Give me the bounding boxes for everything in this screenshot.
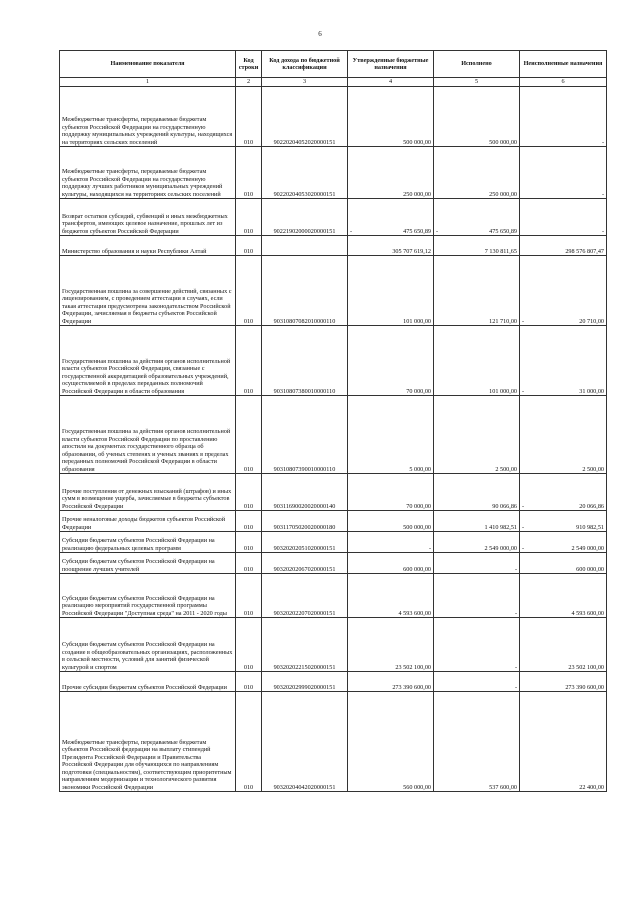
column-number: 4 [348, 78, 434, 87]
line-code: 010 [236, 574, 262, 618]
table-row [60, 256, 607, 326]
unexecuted-amount [520, 147, 607, 199]
unexecuted-amount-value: 20 066,86 [579, 502, 604, 510]
executed-amount [434, 256, 520, 326]
unexecuted-amount [520, 199, 607, 236]
unexecuted-amount [520, 236, 607, 256]
approved-amount-value: 70 000,00 [406, 502, 431, 510]
income-code [262, 236, 348, 256]
executed-amount-value: 2 500,00 [495, 465, 517, 473]
executed-amount [434, 87, 520, 147]
table-row [60, 236, 607, 256]
indicator-name: Государственная пошлина за действия органов исполнительной власти субъектов Российской Федерации, связанные с государственной аккредитацией образовательных учреждений, осуществляемой в пределах переданных полномочий Российской Федерации в области образования [60, 326, 236, 396]
table-body [60, 87, 607, 792]
executed-amount-value: 90 066,86 [492, 502, 517, 510]
unexecuted-amount [520, 692, 607, 792]
executed-amount [434, 672, 520, 692]
approved-amount-value: 500 000,00 [403, 523, 431, 531]
approved-amount-value: 23 502 100,00 [395, 663, 431, 671]
header-unexecuted: Неисполненные назначения [520, 51, 607, 78]
income-code: 90320202051020000151 [262, 532, 348, 553]
income-code: 90310807380010000110 [262, 326, 348, 396]
header-code: Код строки [236, 51, 262, 78]
approved-amount-value: 600 000,00 [403, 565, 431, 573]
approved-amount [348, 553, 434, 574]
indicator-name: Министерство образования и науки Республики Алтай [60, 236, 236, 256]
unexecuted-amount [520, 574, 607, 618]
line-code: 010 [236, 396, 262, 474]
approved-amount-value: 500 000,00 [403, 138, 431, 146]
executed-amount-value: 101 000,00 [489, 387, 517, 395]
minus-sign: - [522, 523, 525, 531]
table-row [60, 199, 607, 236]
line-code: 010 [236, 256, 262, 326]
executed-amount [434, 553, 520, 574]
minus-sign: - [522, 544, 525, 552]
unexecuted-amount [520, 256, 607, 326]
column-number: 1 [60, 78, 236, 87]
executed-amount [434, 511, 520, 532]
income-code: 90310807082010000110 [262, 256, 348, 326]
table-row [60, 511, 607, 532]
line-code: 010 [236, 692, 262, 792]
approved-amount [348, 147, 434, 199]
executed-amount [434, 692, 520, 792]
unexecuted-amount [520, 532, 607, 553]
table-row [60, 574, 607, 618]
unexecuted-amount [520, 474, 607, 511]
unexecuted-amount-value: 273 390 600,00 [565, 683, 604, 691]
unexecuted-amount-value: - [601, 138, 604, 146]
minus-sign: - [522, 387, 525, 395]
indicator-name: Прочие субсидии бюджетам субъектов Российской Федерации [60, 672, 236, 692]
approved-amount-value: - [428, 544, 431, 552]
indicator-name: Межбюджетные трансферты, передаваемые бюджетам субъектов Российской Федерации на государственную поддержку муниципальных учреждений культуры, находящихся на территориях сельских поселений [60, 87, 236, 147]
executed-amount-value: 475 650,89 [489, 227, 517, 235]
column-number: 3 [262, 78, 348, 87]
income-code: 90320202207020000151 [262, 574, 348, 618]
unexecuted-amount [520, 553, 607, 574]
indicator-name: Прочие поступления от денежных взысканий (штрафов) и иных сумм в возмещение ущерба, зачисляемые в бюджеты субъектов Российской Федерации [60, 474, 236, 511]
executed-amount [434, 326, 520, 396]
income-code: 90311690020020000140 [262, 474, 348, 511]
approved-amount-value: 475 650,89 [403, 227, 431, 235]
executed-amount-value: 7 130 811,65 [484, 247, 517, 255]
income-code: 90311705020020000180 [262, 511, 348, 532]
header-executed: Исполнено [434, 51, 520, 78]
table-row [60, 672, 607, 692]
indicator-name: Возврат остатков субсидий, субвенций и иных межбюджетных трансфертов, имеющих целевое назначение, прошлых лет из бюджетов субъектов Российской Федерации [60, 199, 236, 236]
unexecuted-amount-value: - [601, 190, 604, 198]
approved-amount [348, 474, 434, 511]
approved-amount-value: 4 593 600,00 [398, 609, 431, 617]
header-row [60, 51, 607, 78]
indicator-name: Государственная пошлина за действия органов исполнительной власти субъектов Российской Федерации по проставлению апостиля на документах государственного образца об образовании, об ученых степенях и ученых званиях в пределах переданных полномочий Российской Федерации в области образования [60, 396, 236, 474]
indicator-name: Межбюджетные трансферты, передаваемые бюджетам субъектов Российской Федерации на государственную поддержку лучших работников муниципальных учреждений культуры, находящихся на территориях сельских поселений [60, 147, 236, 199]
minus-sign: - [522, 502, 525, 510]
minus-sign: - [522, 317, 525, 325]
line-code: 010 [236, 553, 262, 574]
income-code: 90220204053020000151 [262, 147, 348, 199]
unexecuted-amount-value: 600 000,00 [576, 565, 604, 573]
column-number: 5 [434, 78, 520, 87]
executed-amount [434, 396, 520, 474]
column-number: 2 [236, 78, 262, 87]
unexecuted-amount-value: 31 000,00 [579, 387, 604, 395]
unexecuted-amount [520, 511, 607, 532]
line-code: 010 [236, 511, 262, 532]
approved-amount [348, 672, 434, 692]
approved-amount-value: 70 000,00 [406, 387, 431, 395]
unexecuted-amount-value: - [601, 227, 604, 235]
executed-amount [434, 236, 520, 256]
table-row [60, 474, 607, 511]
approved-amount [348, 199, 434, 236]
income-code: 90220204052020000151 [262, 87, 348, 147]
unexecuted-amount-value: 22 400,00 [579, 783, 604, 791]
approved-amount [348, 396, 434, 474]
unexecuted-amount-value: 298 576 807,47 [565, 247, 604, 255]
executed-amount [434, 532, 520, 553]
table-row [60, 326, 607, 396]
table-row [60, 147, 607, 199]
unexecuted-amount-value: 2 500,00 [582, 465, 604, 473]
table-row [60, 532, 607, 553]
executed-amount [434, 574, 520, 618]
line-code: 010 [236, 199, 262, 236]
unexecuted-amount-value: 20 710,00 [579, 317, 604, 325]
approved-amount-value: 305 707 619,12 [392, 247, 431, 255]
indicator-name: Субсидии бюджетам субъектов Российской Федерации на поощрение лучших учителей [60, 553, 236, 574]
column-number: 6 [520, 78, 607, 87]
approved-amount [348, 574, 434, 618]
income-code: 90221902000020000151 [262, 199, 348, 236]
indicator-name: Субсидии бюджетам субъектов Российской Федерации на реализацию мероприятий государственной программы Российской Федерации "Доступная среда" на 2011 - 2020 годы [60, 574, 236, 618]
approved-amount-value: 560 000,00 [403, 783, 431, 791]
line-code: 010 [236, 532, 262, 553]
executed-amount-value: 537 600,00 [489, 783, 517, 791]
executed-amount-value: 2 549 000,00 [484, 544, 517, 552]
approved-amount-value: 250 000,00 [403, 190, 431, 198]
approved-amount [348, 256, 434, 326]
executed-amount-value: - [514, 609, 517, 617]
unexecuted-amount [520, 326, 607, 396]
executed-amount [434, 147, 520, 199]
indicator-name: Субсидии бюджетам субъектов Российской Федерации на реализацию федеральных целевых программ [60, 532, 236, 553]
line-code: 010 [236, 87, 262, 147]
unexecuted-amount-value: 2 549 000,00 [571, 544, 604, 552]
line-code: 010 [236, 236, 262, 256]
approved-amount [348, 692, 434, 792]
header-approved: Утвержденные бюджетные назначения [348, 51, 434, 78]
line-code: 010 [236, 672, 262, 692]
indicator-name: Прочие неналоговые доходы бюджетов субъектов Российской Федерации [60, 511, 236, 532]
executed-amount-value: 121 710,00 [489, 317, 517, 325]
approved-amount [348, 87, 434, 147]
income-code: 90320204042020000151 [262, 692, 348, 792]
approved-amount-value: 101 000,00 [403, 317, 431, 325]
unexecuted-amount-value: 23 502 100,00 [568, 663, 604, 671]
executed-amount-value: - [514, 683, 517, 691]
line-code: 010 [236, 147, 262, 199]
indicator-name: Субсидии бюджетам субъектов Российской Федерации на создание в общеобразовательных организациях, расположенных в сельской местности, условий для занятий физической культурой и спортом [60, 618, 236, 672]
executed-amount [434, 199, 520, 236]
table-row [60, 618, 607, 672]
executed-amount-value: 500 000,00 [489, 138, 517, 146]
executed-amount [434, 618, 520, 672]
executed-amount [434, 474, 520, 511]
page-number: 6 [318, 30, 322, 38]
table-row [60, 87, 607, 147]
executed-amount-value: 1 410 982,51 [484, 523, 517, 531]
table-row [60, 396, 607, 474]
approved-amount [348, 511, 434, 532]
approved-amount [348, 326, 434, 396]
approved-amount-value: 5 000,00 [409, 465, 431, 473]
table-row [60, 553, 607, 574]
executed-amount-value: - [514, 663, 517, 671]
indicator-name: Государственная пошлина за совершение действий, связанных с лицензированием, с проведением аттестации в случаях, если такая аттестация предусмотрена законодательством Российской Федерации, зачисляемая в бюджеты субъектов Российской Федерации [60, 256, 236, 326]
header-name: Наименование показателя [60, 51, 236, 78]
minus-sign: - [436, 227, 439, 235]
unexecuted-amount [520, 618, 607, 672]
unexecuted-amount-value: 4 593 600,00 [571, 609, 604, 617]
executed-amount-value: 250 000,00 [489, 190, 517, 198]
approved-amount-value: 273 390 600,00 [392, 683, 431, 691]
line-code: 010 [236, 326, 262, 396]
unexecuted-amount [520, 396, 607, 474]
table-row [60, 692, 607, 792]
income-table [59, 50, 607, 792]
line-code: 010 [236, 474, 262, 511]
line-code: 010 [236, 618, 262, 672]
executed-amount-value: - [514, 565, 517, 573]
approved-amount [348, 236, 434, 256]
column-number-row [60, 78, 607, 87]
unexecuted-amount-value: 910 982,51 [576, 523, 604, 531]
minus-sign: - [350, 227, 353, 235]
header-kbk: Код дохода по бюджетной классификации [262, 51, 348, 78]
approved-amount [348, 532, 434, 553]
income-code: 90320202215020000151 [262, 618, 348, 672]
income-code: 90320202999020000151 [262, 672, 348, 692]
indicator-name: Межбюджетные трансферты, передаваемые бюджетам субъектов Российской федерации на выплату стипендий Президента Российской Федерации и Правительства Российской Федерации для обучающихся по направлениям подготовки (специальностям), соответствующим приоритетным направлениям модернизации и технологического развития экономики Российской Федерации [60, 692, 236, 792]
approved-amount [348, 618, 434, 672]
income-code: 90310807390010000110 [262, 396, 348, 474]
income-code: 90320202067020000151 [262, 553, 348, 574]
unexecuted-amount [520, 672, 607, 692]
unexecuted-amount [520, 87, 607, 147]
